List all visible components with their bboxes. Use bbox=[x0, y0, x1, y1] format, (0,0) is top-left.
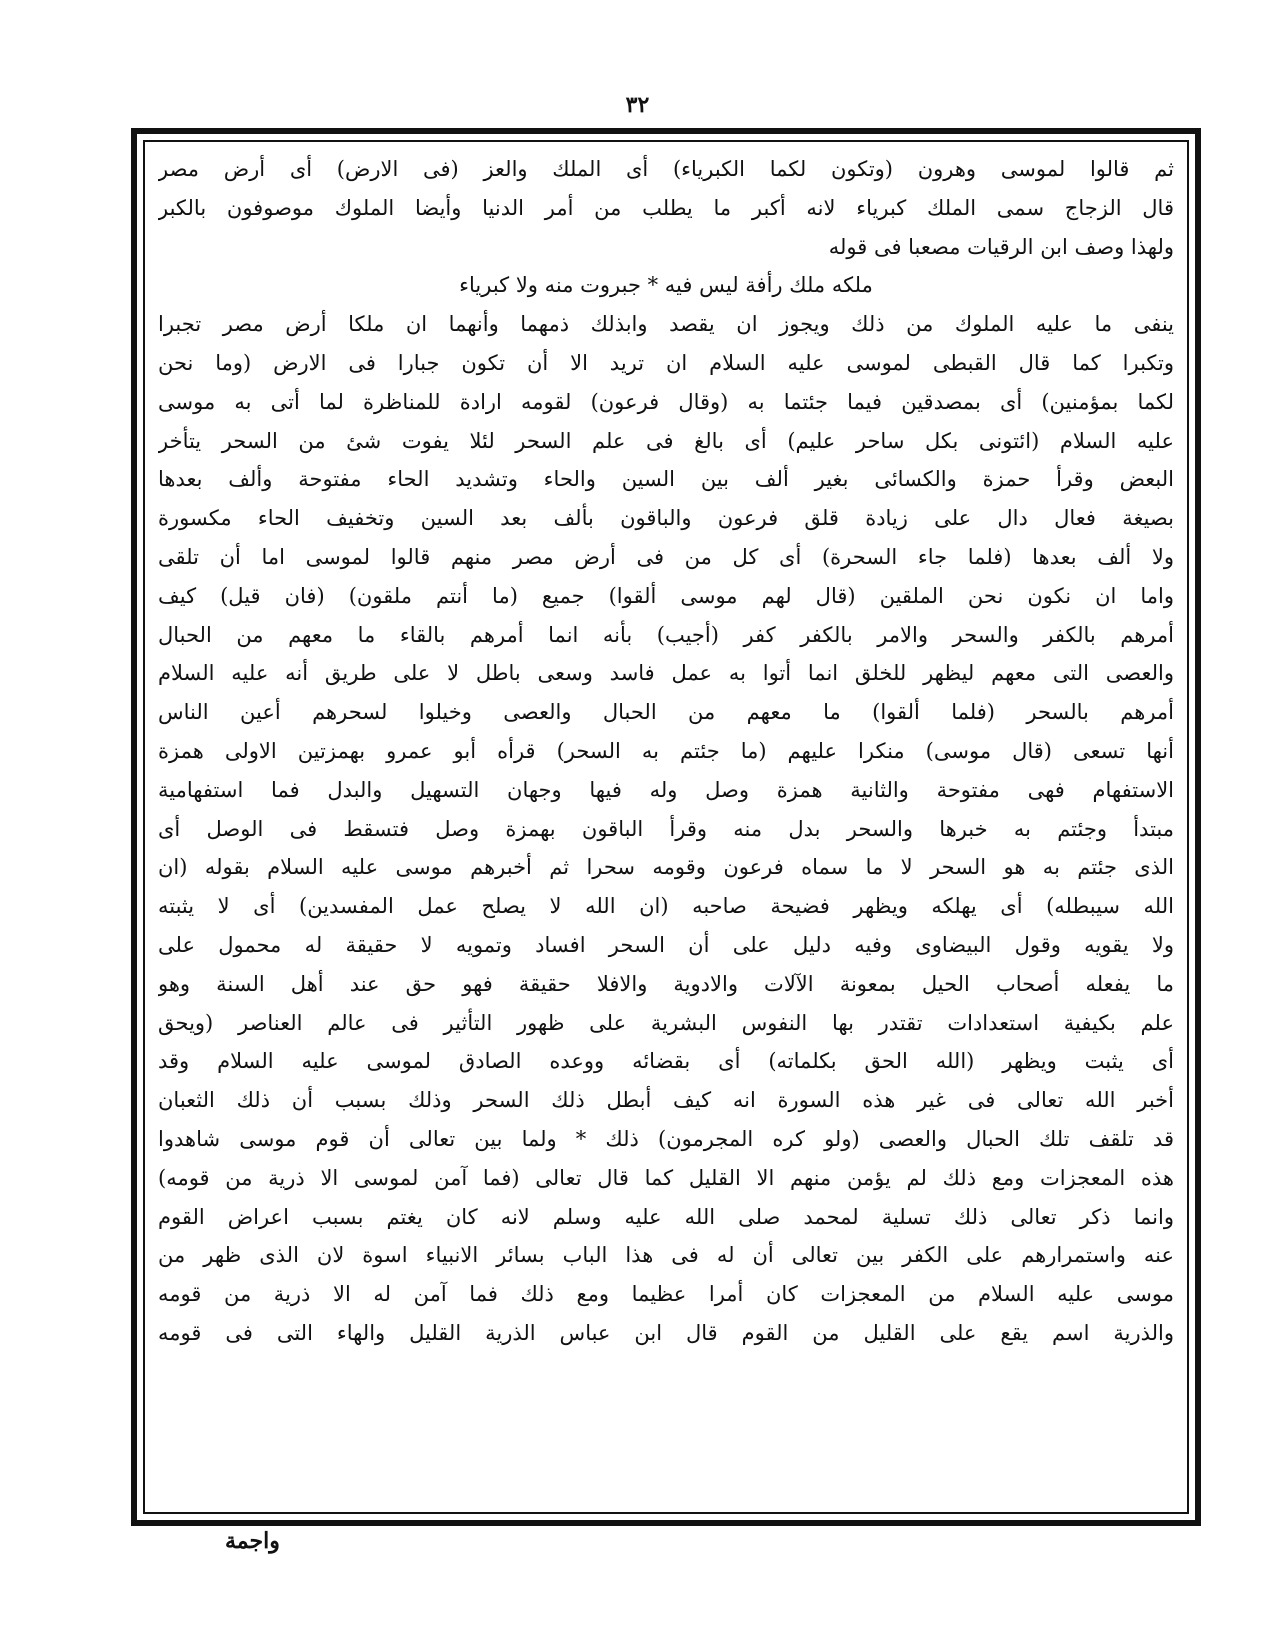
text-line: ما يفعله أصحاب الحيل بمعونة الآلات والادوية والافلا حقيقة فهو حق عند أهل السنة وهو bbox=[158, 971, 1174, 996]
text-line: ينفى ما عليه الملوك من ذلك ويجوز ان يقصد وابذلك ذمهما وأنهما ان ملكا أرض مصر تجبرا bbox=[158, 312, 1174, 337]
page-number: ٣٢ bbox=[625, 92, 650, 118]
text-line: عليه السلام (ائتونى بكل ساحر عليم) أى بالغ فى علم السحر لئلا يفوت شئ من السحر يتأخر bbox=[158, 428, 1174, 453]
text-line: الله سيبطله) أى يهلكه ويظهر فضيحة صاحبه (ان الله لا يصلح عمل المفسدين) أى لا يثبته bbox=[158, 894, 1174, 919]
text-line: قال الزجاج سمى الملك كبرياء لانه أكبر ما يطلب من أمر الدنيا وأيضا الملوك موصوفون بالكبر bbox=[158, 195, 1174, 220]
text-line: لكما بمؤمنين) أى بمصدقين فيما جئتما به (وقال فرعون) لقومه ارادة للمناظرة لما أتى به موسى bbox=[158, 389, 1174, 414]
text-line: بصيغة فعال دال على زيادة قلق فرعون والباقون بألف بعد السين وتخفيف الحاء مكسورة bbox=[158, 506, 1174, 531]
text-line: أخبر الله تعالى فى غير هذه السورة انه كيف أبطل ذلك السحر وذلك بسبب أن ذلك الثعبان bbox=[158, 1088, 1174, 1113]
text-line: ولا ألف بعدها (فلما جاء السحرة) أى كل من فى أرض مصر منهم قالوا لموسى اما أن تلقى bbox=[158, 544, 1174, 569]
text-line: هذه المعجزات ومع ذلك لم يؤمن منهم الا القليل كما قال تعالى (فما آمن لموسى الا ذرية من قومه) bbox=[158, 1165, 1174, 1190]
text-line: وتكبرا كما قال القبطى لموسى عليه السلام ان تريد الا أن تكون جبارا فى الارض (وما نحن bbox=[158, 350, 1174, 375]
text-line: والذرية اسم يقع على القليل من القوم قال ابن عباس الذرية القليل والهاء التى فى قومه bbox=[158, 1320, 1174, 1345]
text-line: موسى عليه السلام من المعجزات كان أمرا عظيما ومع ذلك فما آمن له الا ذرية من قومه bbox=[158, 1282, 1174, 1307]
text-line: ولهذا وصف ابن الرقيات مصعبا فى قوله bbox=[828, 234, 1174, 259]
text-line: الذى جئتم به هو السحر لا ما سماه فرعون وقومه سحرا ثم أخبرهم موسى عليه السلام بقوله (ان bbox=[158, 855, 1174, 880]
text-block bbox=[158, 150, 1174, 1510]
text-line: ثم قالوا لموسى وهرون (وتكون لكما الكبرياء) أى الملك والعز (فى الارض) أى أرض مصر bbox=[158, 157, 1174, 181]
catchword: واجمة bbox=[225, 1528, 280, 1554]
text-line: واما ان نكون نحن الملقين (قال لهم موسى ألقوا) جميع (ما أنتم ملقون) (فان قيل) كيف bbox=[158, 583, 1174, 608]
text-line: عنه واستمرارهم على الكفر بين تعالى أن له فى هذا الباب بسائر الانبياء اسوة لان الذى ظهر من bbox=[158, 1243, 1174, 1268]
text-line: قد تلقف تلك الحبال والعصى (ولو كره المجرمون) ذلك * ولما بين تعالى أن قوم موسى شاهدوا bbox=[158, 1126, 1174, 1151]
text-line: أمرهم بالسحر (فلما ألقوا) ما معهم من الحبال والعصى وخيلوا لسحرهم أعين الناس bbox=[158, 700, 1174, 725]
text-line: ولا يقويه وقول البيضاوى وفيه دليل على أن السحر افساد وتمويه لا حقيقة له محمول على bbox=[158, 932, 1174, 957]
text-line: الاستفهام فهى مفتوحة والثانية همزة وصل وله فيها وجهان التسهيل والبدل فما استفهامية bbox=[158, 777, 1174, 802]
text-line: مبتدأ وجئتم به خبرها والسحر بدل منه وقرأ الباقون بهمزة وصل فتسقط فى الوصل أى bbox=[158, 816, 1174, 841]
text-line: علم بكيفية استعدادات تقتدر بها النفوس البشرية على ظهور التأثير فى عالم العناصر (ويحق bbox=[158, 1010, 1174, 1035]
text-line: أى يثبت ويظهر (الله الحق بكلماته) أى بقضائه ووعده الصادق لموسى عليه السلام وقد bbox=[158, 1049, 1174, 1074]
text-line: البعض وقرأ حمزة والكسائى بغير ألف بين السين والحاء وتشديد الحاء مفتوحة وألف بعدها bbox=[158, 467, 1174, 492]
text-line: وانما ذكر تعالى ذلك تسلية لمحمد صلى الله عليه وسلم لانه كان يغتم بسبب اعراض القوم bbox=[158, 1204, 1174, 1229]
text-line: أمرهم بالكفر والسحر والامر بالكفر كفر (أجيب) بأنه انما أمرهم بالقاء ما معهم من الحبال bbox=[158, 622, 1174, 647]
text-line: والعصى التى معهم ليظهر للخلق انما أتوا به عمل فاسد وسعى باطل لا على طريق أنه عليه السلام bbox=[158, 661, 1174, 686]
text-line: أنها تسعى (قال موسى) منكرا عليهم (ما جئتم به السحر) قرأه أبو عمرو بهمزتين الاولى همزة bbox=[158, 738, 1174, 763]
verse-line: ملكه ملك رأفة ليس فيه * جبروت منه ولا كبرياء bbox=[459, 273, 873, 298]
